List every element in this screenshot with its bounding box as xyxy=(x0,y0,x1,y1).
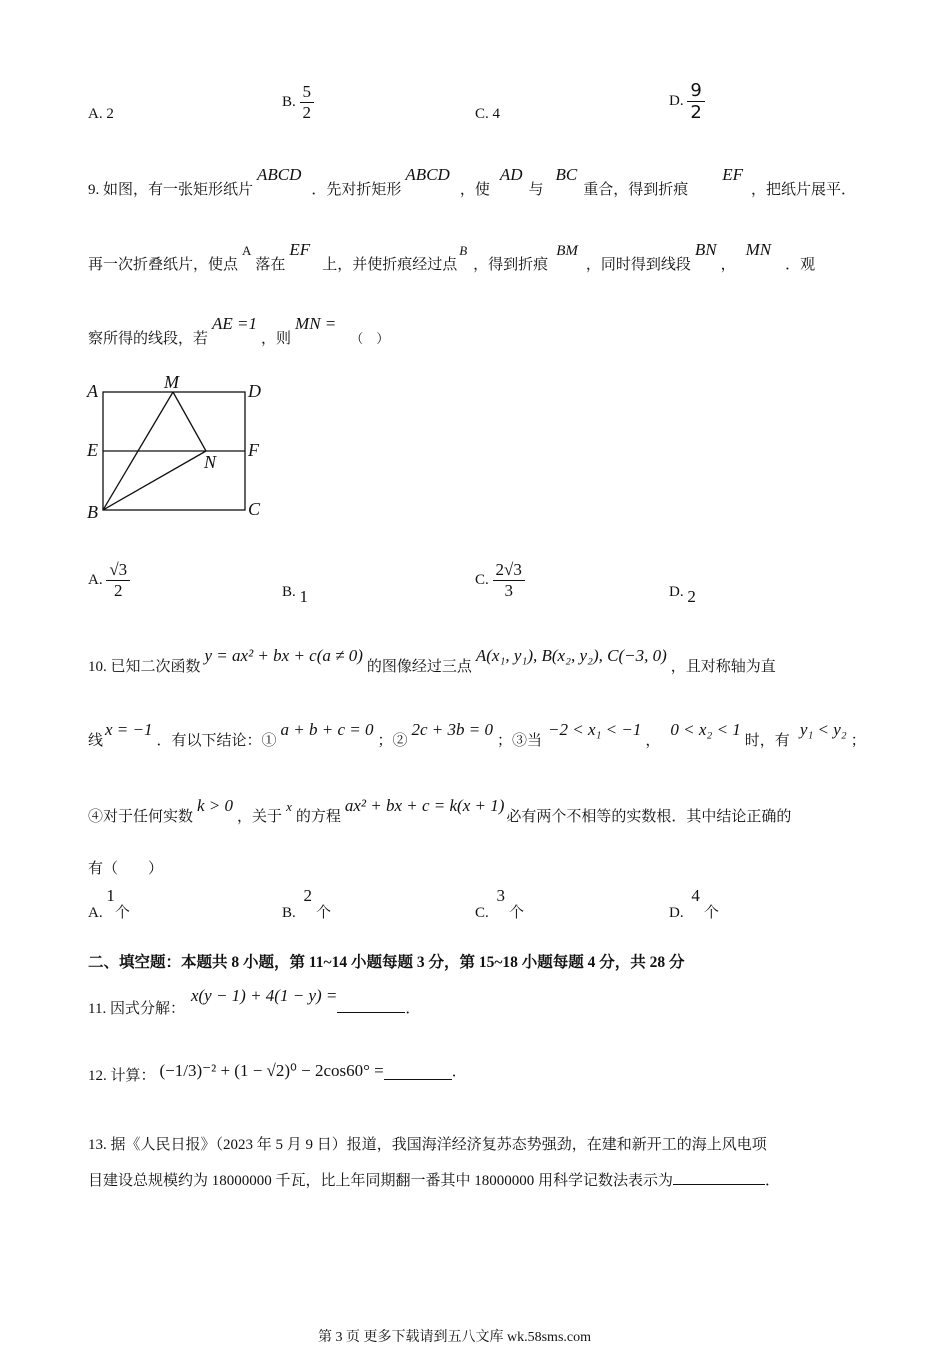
answer-blank[interactable] xyxy=(673,1170,765,1185)
page-footer: 第 3 页 更多下载请到五八文库 wk.58sms.com xyxy=(318,1330,591,1345)
q8-option-c: C. 4 xyxy=(475,106,501,122)
q9-option-c: C. $\frac{2√3}{3}$ xyxy=(475,560,525,601)
section-2-title: 二、填空题：本题共 8 小题，第 11~14 小题每题 3 分，第 15~18 小题每题 4 分，共 28 分 xyxy=(88,954,685,971)
q10-option-d: D. 4个 xyxy=(669,886,719,921)
q9-line-3: 察所得的线段，若AE =1，则MN =（ ） xyxy=(88,314,390,347)
q9-option-b: B. 1 xyxy=(282,584,309,606)
q9-line-1: 9. 如图，有一张矩形纸片ABCD．先对折矩形ABCD，使AD与BC重合，得到折痕EF，把纸片展平． xyxy=(88,165,857,198)
q13-line-2: 目建设总规模约为 18000000 千瓦，比上年同期翻一番其中 18000000 用科学记数法表示为 ． xyxy=(88,1169,780,1190)
fraction: $\frac{9}{2}$ xyxy=(687,80,704,123)
segment-bn xyxy=(103,451,206,510)
q8-option-a: A. 2 xyxy=(88,106,114,122)
q8-option-d: D. $\frac{9}{2}$ xyxy=(669,80,705,123)
fraction: $\frac{5}{2}$ xyxy=(300,82,315,123)
label-c: C xyxy=(248,499,261,519)
fraction: $\frac{√3}{2}$ xyxy=(106,560,130,601)
answer-blank[interactable] xyxy=(337,998,405,1013)
q9-line-2: 再一次折叠纸片，使点A落在EF上，并使折痕经过点B，得到折痕BM，同时得到线段BN，MN．观 xyxy=(88,240,816,273)
label-e: E xyxy=(87,440,98,460)
q9-option-a: A. $\frac{√3}{2}$ xyxy=(88,560,130,601)
q10-line-3: ④对于任何实数k > 0，关于x的方程ax² + bx + c = k(x + 1)必有两个不相等的实数根．其中结论正确的 xyxy=(88,796,792,825)
label-n: N xyxy=(204,452,217,472)
q9-geometry-figure xyxy=(80,370,280,530)
q10-option-c: C. 3个 xyxy=(475,886,525,921)
q10-option-a: A. 1个 xyxy=(88,886,130,921)
q10-option-b: B. 2个 xyxy=(282,886,332,921)
answer-blank[interactable] xyxy=(384,1065,452,1080)
q9-option-d: D. 2 xyxy=(669,584,696,606)
q10-line-4: 有（ ） xyxy=(88,861,164,877)
label-m: M xyxy=(164,372,179,392)
label-b: B xyxy=(87,502,98,522)
q10-line-1: 10. 已知二次函数y = ax² + bx + c(a ≠ 0)的图像经过三点A(x₁, y₁), B(x₂, y₂), C(−3, 0)，且对称轴为直 xyxy=(88,646,776,675)
fraction: $\frac{2√3}{3}$ xyxy=(493,560,525,601)
q11: 11. 因式分解：x(y − 1) + 4(1 − y) =． xyxy=(88,986,421,1017)
q12: 12. 计算： (−1/3)⁻² + (1 − √2)⁰ − 2cos60° = ． xyxy=(88,1061,467,1084)
q8-option-b: B. $\frac{5}{2}$ xyxy=(282,82,314,123)
label-a: A xyxy=(87,381,98,401)
label-f: F xyxy=(248,440,259,460)
segment-mn xyxy=(173,392,206,451)
q13-line-1: 13. 据《人民日报》（2023 年 5 月 9 日）报道，我国海洋经济复苏态势强劲，在建和新开工的海上风电项 xyxy=(88,1137,767,1153)
label-d: D xyxy=(248,381,261,401)
q10-line-2: 线x = −1．有以下结论：①a + b + c = 0；②2c + 3b = 0；③当−2 < x₁ < −1，0 < x₂ < 1时，有y₁ < y₂； xyxy=(88,720,866,749)
